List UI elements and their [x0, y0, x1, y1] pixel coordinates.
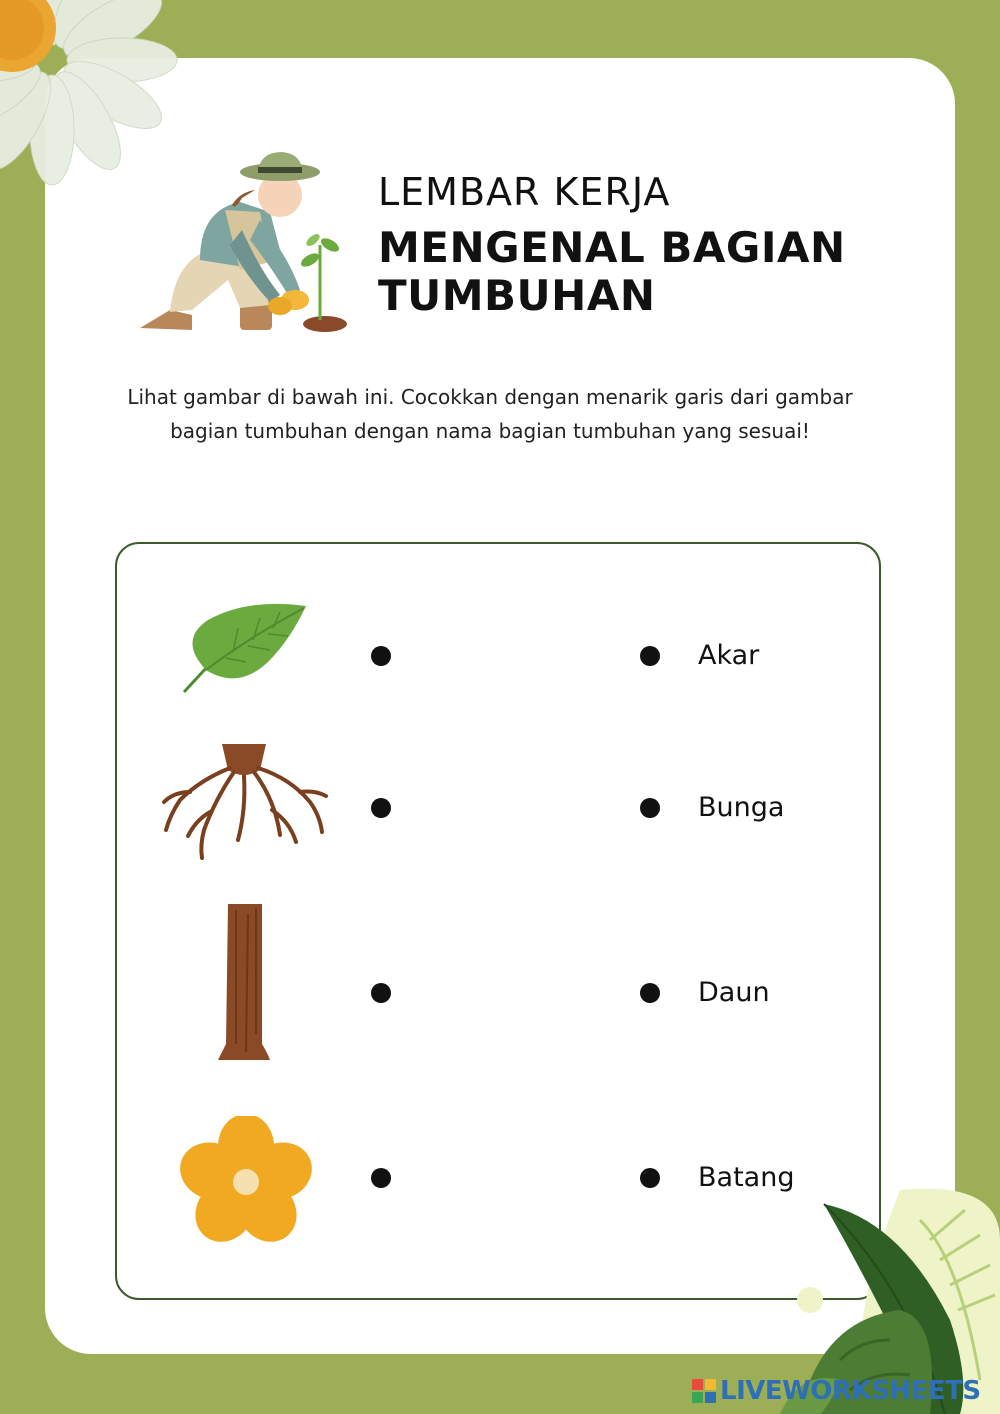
- label-daun: Daun: [698, 976, 770, 1008]
- trunk-icon: [216, 904, 272, 1062]
- leaf-icon: [178, 600, 310, 696]
- gardener-planting-icon: [130, 150, 360, 340]
- instruction-line-2: bagian tumbuhan dengan nama bagian tumbuhan yang sesuai!: [170, 419, 810, 443]
- label-akar: Akar: [698, 639, 760, 671]
- match-dot-right-4[interactable]: [640, 1168, 660, 1188]
- match-dot-right-3[interactable]: [640, 983, 660, 1003]
- instruction-line-1: Lihat gambar di bawah ini. Cocokkan dengan menarik garis dari gambar: [127, 385, 853, 409]
- label-bunga: Bunga: [698, 791, 785, 823]
- worksheet-label: LEMBAR KERJA: [378, 170, 671, 214]
- match-dot-left-2[interactable]: [371, 798, 391, 818]
- roots-icon: [160, 740, 328, 862]
- match-dot-left-3[interactable]: [371, 983, 391, 1003]
- match-dot-right-1[interactable]: [640, 646, 660, 666]
- title-line-1: MENGENAL BAGIAN: [378, 223, 846, 272]
- liveworksheets-logo-icon: [692, 1379, 716, 1403]
- worksheet-title: [378, 224, 898, 320]
- match-dot-left-4[interactable]: [371, 1168, 391, 1188]
- instruction-text: [100, 380, 880, 448]
- label-batang: Batang: [698, 1161, 795, 1193]
- match-dot-left-1[interactable]: [371, 646, 391, 666]
- liveworksheets-watermark: [692, 1374, 981, 1408]
- watermark-text: LIVEWORKSHEETS: [720, 1376, 981, 1406]
- title-line-2: TUMBUHAN: [378, 271, 656, 320]
- match-dot-right-2[interactable]: [640, 798, 660, 818]
- flower-icon: [172, 1116, 316, 1258]
